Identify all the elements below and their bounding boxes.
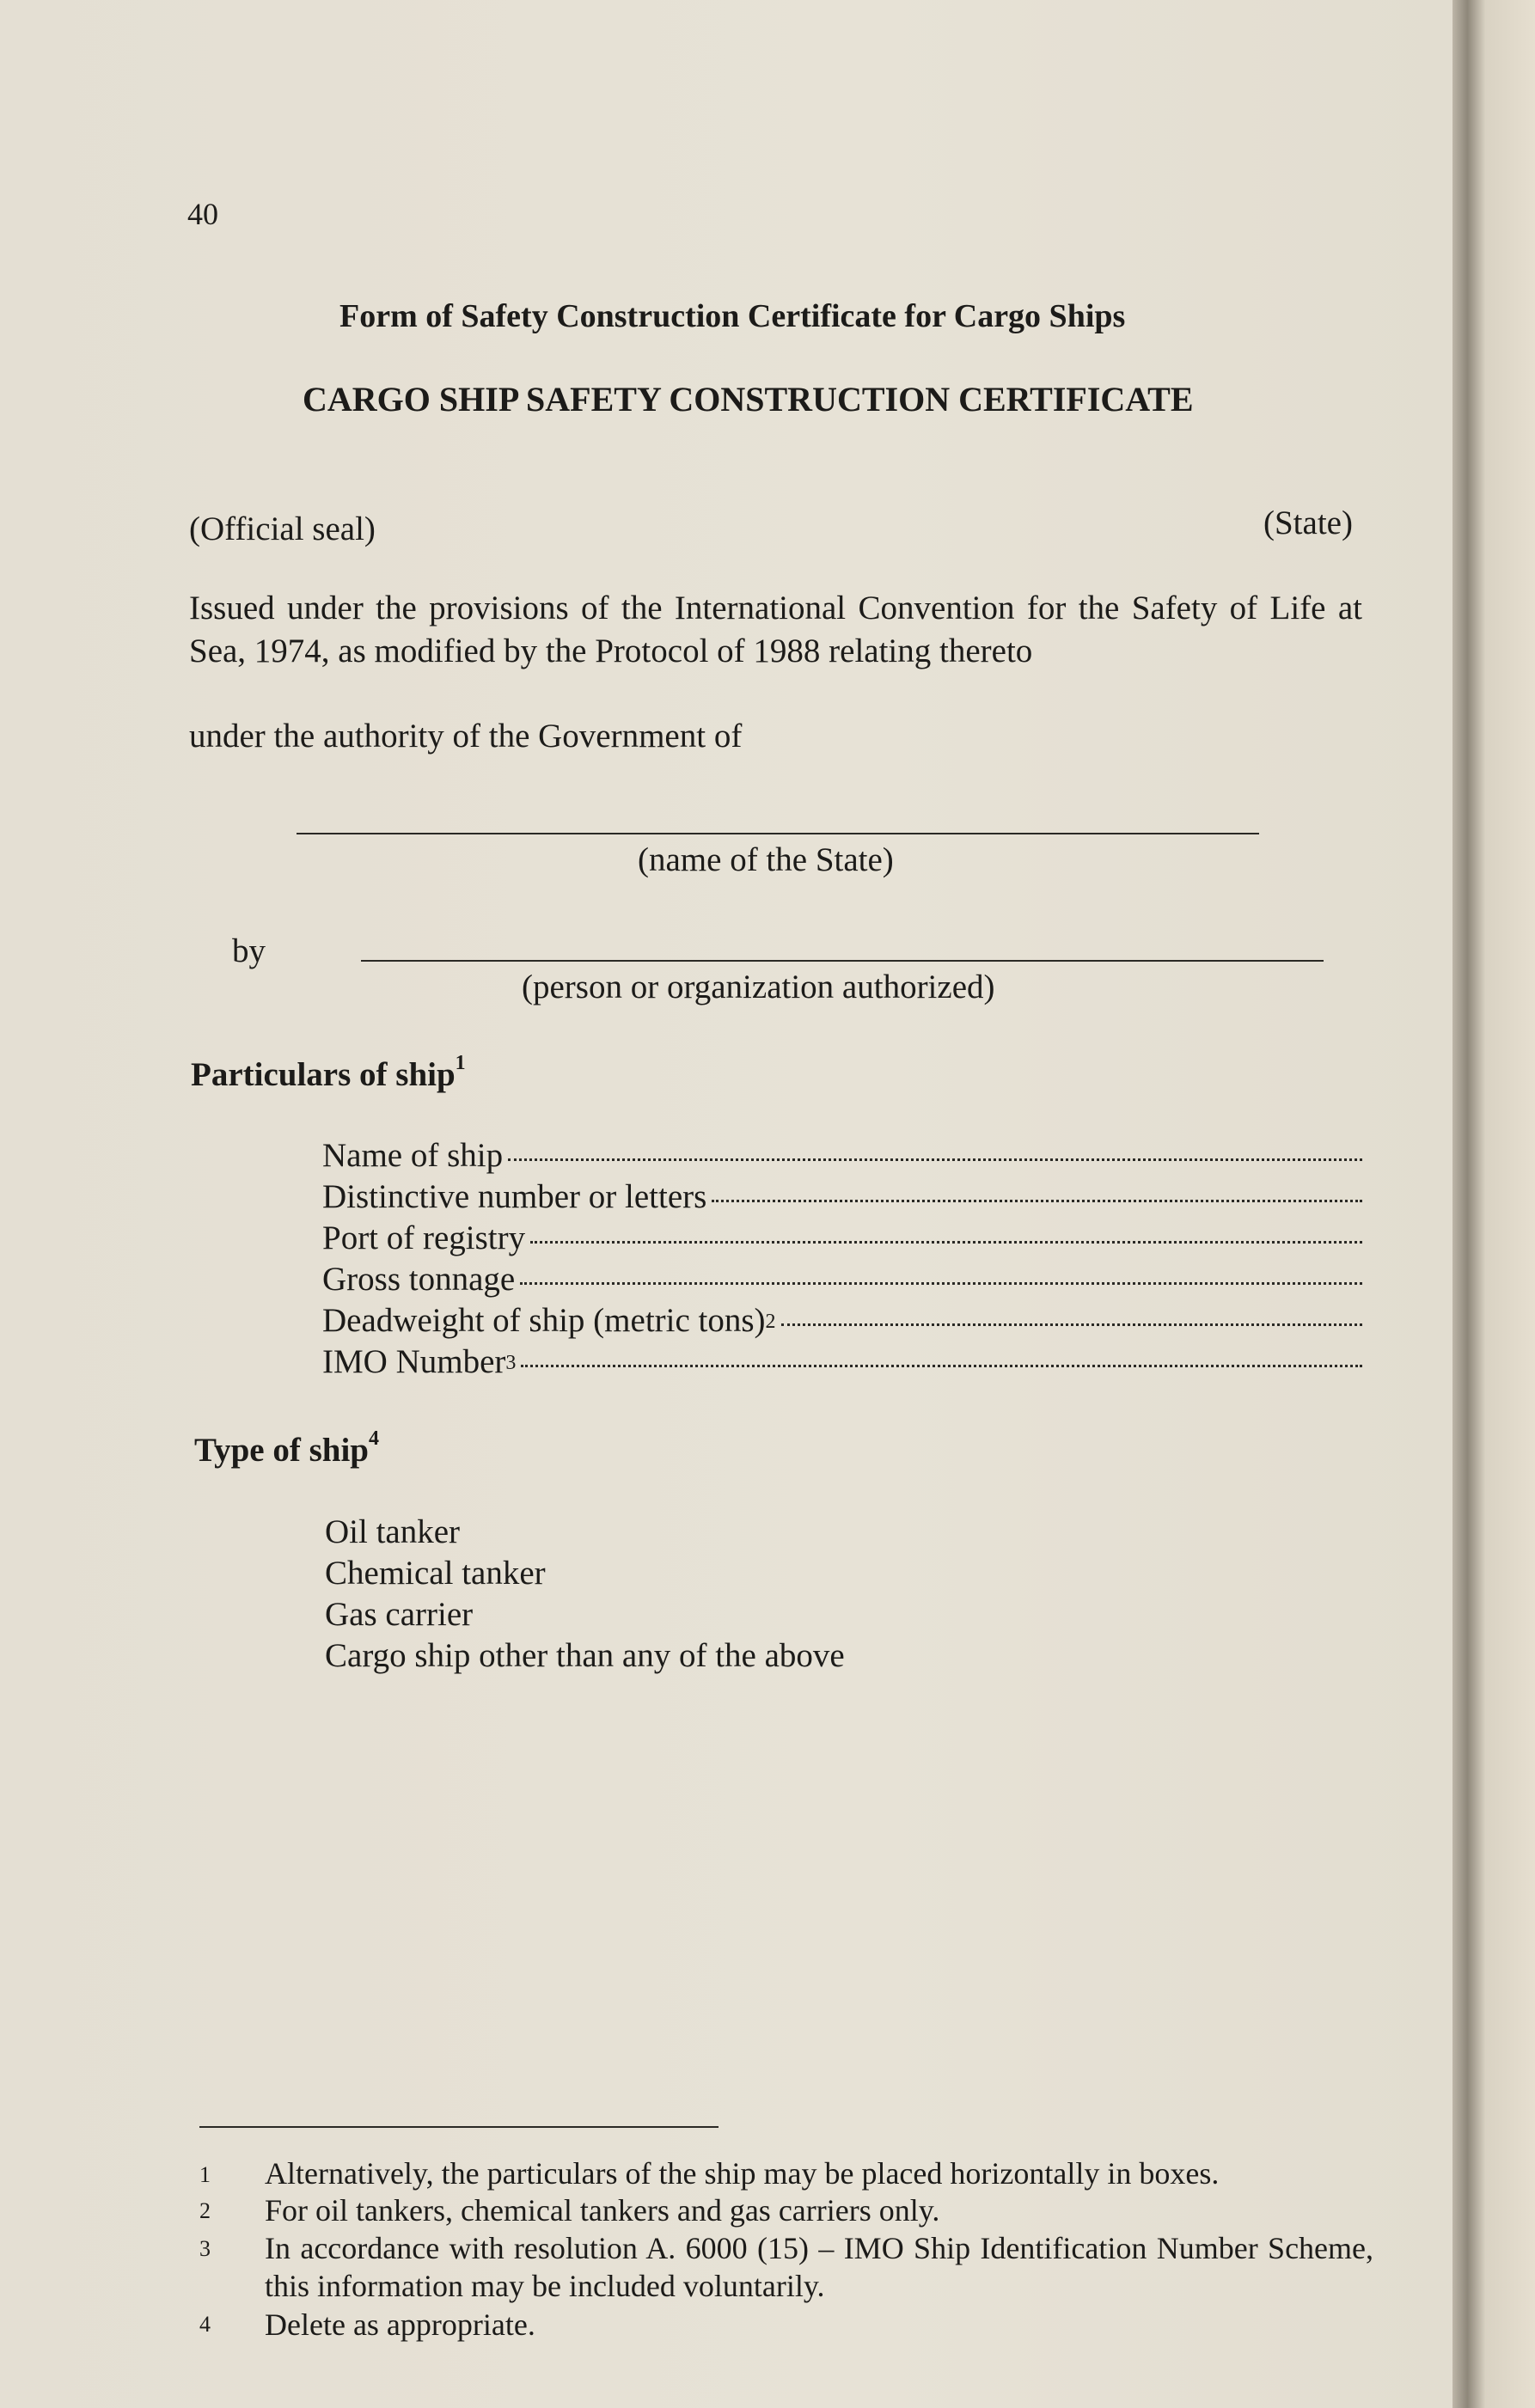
name-of-state-line	[297, 833, 1259, 834]
dotted-leader	[521, 1365, 1362, 1367]
field-deadweight	[322, 1301, 1362, 1340]
footnote-rule	[199, 2126, 719, 2128]
certificate-title: CARGO SHIP SAFETY CONSTRUCTION CERTIFICATE	[303, 380, 1194, 419]
footnote-number: 3	[199, 2236, 211, 2261]
footnote-number: 4	[199, 2312, 211, 2337]
type-item-other: Cargo ship other than any of the above	[325, 1637, 845, 1674]
dotted-leader	[520, 1282, 1362, 1285]
book-spine-edge	[1452, 0, 1535, 2408]
official-seal-label: (Official seal)	[189, 510, 376, 547]
field-label: Name of ship	[322, 1137, 504, 1174]
authorized-person-line	[361, 960, 1324, 962]
authorized-person-caption: (person or organization authorized)	[522, 969, 995, 1005]
footnote-text: For oil tankers, chemical tankers and gas carriers only.	[265, 2193, 940, 2228]
type-item-chemical-tanker: Chemical tanker	[325, 1555, 546, 1592]
footnote-ref: 3	[505, 1352, 517, 1374]
field-label: Port of registry	[322, 1219, 526, 1256]
footnote-number: 2	[199, 2198, 211, 2223]
footnote-ref: 2	[765, 1311, 776, 1333]
type-item-oil-tanker: Oil tanker	[325, 1513, 461, 1550]
footnote-text: In accordance with resolution A. 6000 (15) – IMO Ship Identification Number Scheme, this information may be included voluntarily.	[265, 2231, 1373, 2303]
page-number: 40	[187, 197, 218, 231]
by-label: by	[232, 932, 266, 969]
footnote-ref: 1	[455, 1052, 466, 1074]
field-gross-tonnage	[322, 1260, 1362, 1299]
field-imo-number	[322, 1342, 1362, 1381]
field-name-of-ship	[322, 1136, 1362, 1175]
dotted-leader	[508, 1158, 1362, 1161]
field-label: Gross tonnage	[322, 1261, 516, 1298]
dotted-leader	[712, 1200, 1362, 1202]
footnote-ref: 4	[369, 1427, 379, 1450]
type-of-ship-heading	[194, 1427, 379, 1470]
field-distinctive-number	[322, 1177, 1362, 1216]
particulars-heading-text: Particulars of ship	[191, 1056, 456, 1093]
footnote-text: Delete as appropriate.	[265, 2307, 535, 2342]
name-of-state-caption: (name of the State)	[638, 841, 894, 878]
dotted-leader	[530, 1241, 1362, 1244]
field-label: Distinctive number or letters	[322, 1178, 707, 1215]
footnote-number: 1	[199, 2162, 211, 2187]
authority-text: under the authority of the Government of	[189, 718, 743, 755]
type-heading-text: Type of ship	[194, 1432, 369, 1469]
field-label: IMO Number	[322, 1343, 506, 1380]
form-title: Form of Safety Construction Certificate for Cargo Ships	[339, 298, 1126, 334]
footnote-text: Alternatively, the particulars of the ship may be placed horizontally in boxes.	[265, 2156, 1220, 2191]
type-item-gas-carrier: Gas carrier	[325, 1596, 474, 1633]
field-port-of-registry	[322, 1219, 1362, 1257]
field-label: Deadweight of ship (metric tons)	[322, 1302, 766, 1339]
particulars-heading	[191, 1052, 466, 1094]
state-label: (State)	[1263, 504, 1353, 541]
issued-under-text: Issued under the provisions of the International Convention for the Safety of Life at Sea, 1974, as modified by the Protocol of 1988 relating thereto	[189, 590, 1362, 669]
dotted-leader	[781, 1323, 1362, 1326]
